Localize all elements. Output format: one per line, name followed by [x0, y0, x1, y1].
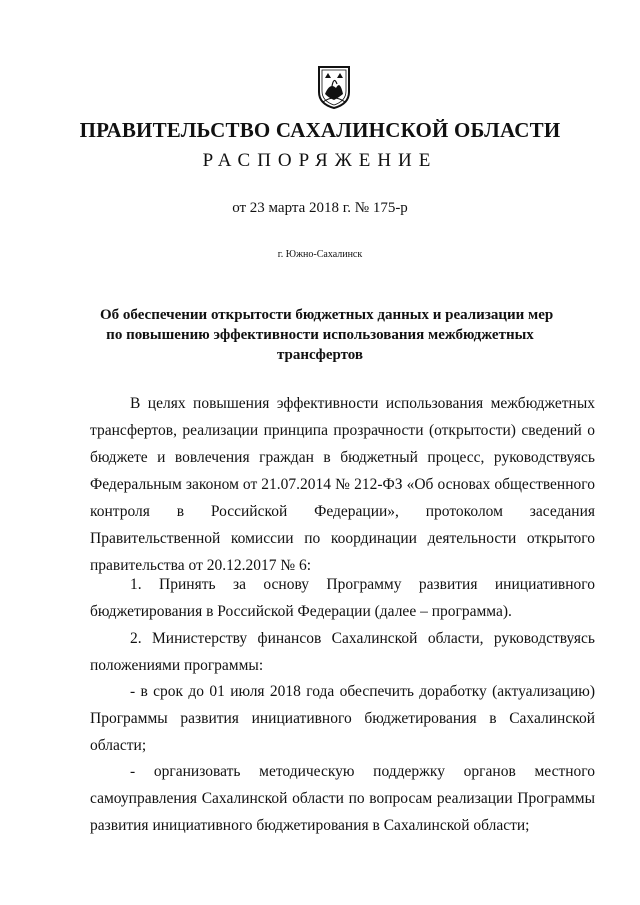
subitem-1-paragraph [90, 678, 595, 759]
body-line: развития инициативного бюджетирования в Сахалинской области; [90, 817, 530, 834]
body-line: трансфертов, реализации принципа прозрачности (открытости) сведений о [90, 422, 595, 439]
item-1-paragraph [90, 571, 595, 625]
body-line: 1. Принять за основу Программу развития инициативного [130, 576, 595, 593]
body-line: В целях повышения эффективности использования межбюджетных [130, 395, 595, 412]
document-type: РАСПОРЯЖЕНИЕ [202, 150, 438, 171]
document-date-number: от 23 марта 2018 г. № 175-р [232, 200, 408, 216]
item-2-paragraph [90, 625, 595, 679]
body-line: Программы развития инициативного бюджетирования в Сахалинской [90, 710, 595, 727]
body-line: самоуправления Сахалинской области по вопросам реализации Программы [90, 790, 595, 807]
body-line: Федеральным законом от 21.07.2014 № 212-ФЗ «Об основах общественного [90, 476, 595, 493]
government-title: ПРАВИТЕЛЬСТВО САХАЛИНСКОЙ ОБЛАСТИ [79, 118, 561, 142]
subitem-2-paragraph [90, 758, 595, 839]
body-line: 2. Министерству финансов Сахалинской области, руководствуясь [130, 630, 595, 647]
preamble-paragraph [90, 390, 595, 579]
body-line: положениями программы: [90, 657, 264, 674]
subject-line: по повышению эффективности использования межбюджетных [106, 327, 534, 343]
body-line: бюджетирования в Российской Федерации (далее – программа). [90, 603, 512, 620]
subject-line: Об обеспечении открытости бюджетных данных и реализации мер [100, 307, 554, 323]
body-line: контроля в Российской Федерации», протоколом заседания [90, 503, 595, 520]
body-line: бюджете и вовлечения граждан в бюджетный процесс, руководствуясь [90, 449, 595, 466]
document-subject [100, 305, 554, 365]
body-line: Правительственной комиссии по координации деятельности открытого [90, 530, 595, 547]
subject-line: трансфертов [276, 347, 364, 363]
body-line: - в срок до 01 июля 2018 года обеспечить доработку (актуализацию) [130, 683, 595, 700]
body-line: правительства от 20.12.2017 № 6: [90, 557, 312, 574]
sakhalin-coat-of-arms-icon [316, 64, 352, 110]
body-line: области; [90, 737, 147, 754]
document-place: г. Южно-Сахалинск [277, 249, 363, 260]
body-line: - организовать методическую поддержку органов местного [130, 763, 595, 780]
